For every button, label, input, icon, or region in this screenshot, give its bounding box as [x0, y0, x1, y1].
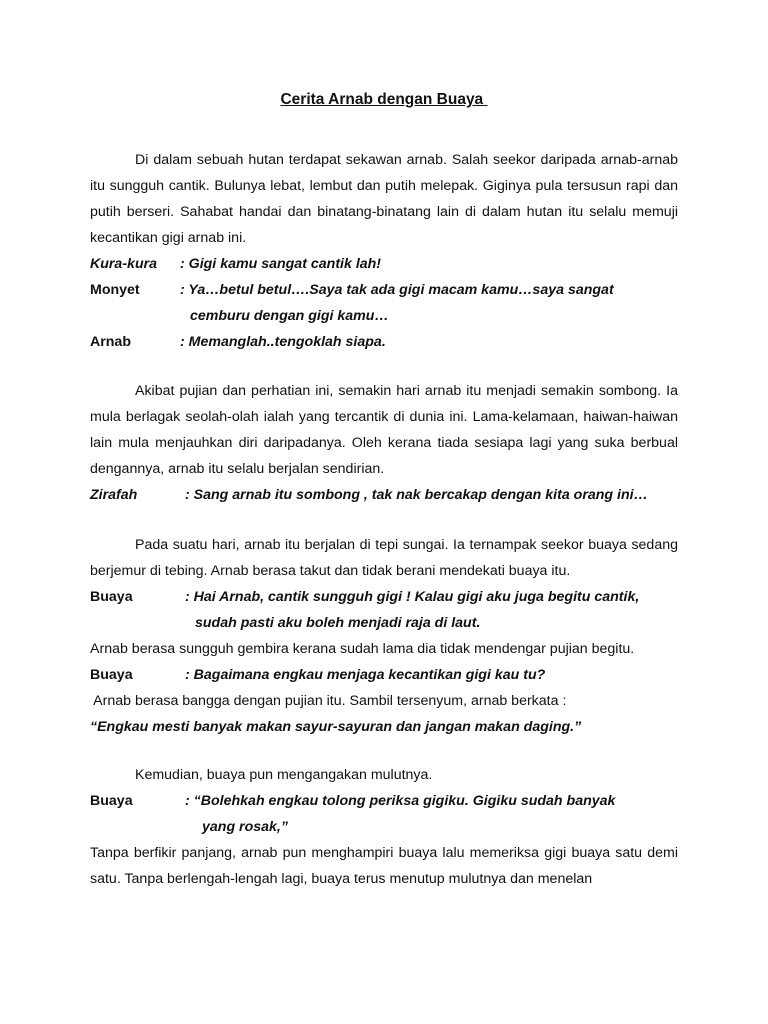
paragraph-ending: Tanpa berfikir panjang, arnab pun menghampiri buaya lalu memeriksa gigi buaya satu demi satu. Tanpa berlengah-lengah lagi, buaya terus menutup mulutnya dan menelan [90, 845, 678, 887]
narration-line: Arnab berasa bangga dengan pujian itu. Sambil tersenyum, arnab berkata : [90, 693, 567, 709]
speech-line: : Bagaimana engkau menjaga kecantikan gigi kau tu? [185, 667, 546, 683]
dialogue-monyet [90, 277, 678, 329]
speaker-label: Buaya [90, 793, 133, 809]
speaker-label: Monyet [90, 282, 140, 298]
speech-line: : Ya…betul betul….Saya tak ada gigi macam kamu…saya sangat [180, 282, 614, 298]
speaker-label: Arnab [90, 334, 131, 350]
speech-line-continued: sudah pasti aku boleh menjadi raja di laut. [195, 615, 481, 631]
dialogue-arnab [90, 329, 678, 355]
speech-line: : Memanglah..tengoklah siapa. [180, 334, 386, 350]
dialogue-kura-kura [90, 251, 678, 277]
speaker-label: Buaya [90, 589, 133, 605]
dialogue-zirafah [90, 482, 678, 508]
speech-line-continued: cemburu dengan gigi kamu… [190, 308, 389, 324]
paragraph-sombong: Akibat pujian dan perhatian ini, semakin hari arnab itu menjadi semakin sombong. Ia mula berlagak seolah-olah ialah yang tercantik di dunia ini. Lama-kelamaan, haiwan-haiwan lain mula menjauhkan diri daripadanya. Oleh kerana tiada sesiapa lagi yang suka berbual dengannya, arnab itu selalu berjalan sendirian. [90, 383, 678, 477]
arnab-quote: “Engkau mesti banyak makan sayur-sayuran dan jangan makan daging.” [90, 719, 582, 735]
speech-line: : Gigi kamu sangat cantik lah! [180, 256, 382, 272]
paragraph-sungai: Pada suatu hari, arnab itu berjalan di tepi sungai. Ia ternampak seekor buaya sedang berjemur di tebing. Arnab berasa takut dan tidak berani mendekati buaya itu. [90, 537, 678, 579]
story-title: Cerita Arnab dengan Buaya [280, 91, 488, 108]
dialogue-buaya-2 [90, 662, 678, 688]
speaker-label: Buaya [90, 667, 133, 683]
story-block-1 [90, 147, 678, 355]
narration-line: Arnab berasa sungguh gembira kerana sudah lama dia tidak mendengar pujian begitu. [90, 641, 635, 657]
speaker-label: Kura-kura [90, 256, 158, 272]
paragraph-kemudian: Kemudian, buaya pun mengangakan mulutnya. [135, 767, 433, 783]
story-block-3 [90, 532, 678, 740]
speech-line: : Hai Arnab, cantik sungguh gigi ! Kalau gigi aku juga begitu cantik, [185, 589, 640, 605]
dialogue-buaya-1 [90, 584, 678, 636]
speech-line: : “Bolehkah engkau tolong periksa gigiku. Gigiku sudah banyak [185, 793, 616, 809]
paragraph-intro: Di dalam sebuah hutan terdapat sekawan arnab. Salah seekor daripada arnab-arnab itu sungguh cantik. Bulunya lebat, lembut dan putih melepak. Giginya pula tersusun rapi dan putih berseri. Sahabat handai dan binatang-binatang lain di dalam hutan itu selalu memuji kecantikan gigi arnab ini. [90, 152, 678, 246]
speech-line: : Sang arnab itu sombong , tak nak bercakap dengan kita orang ini… [185, 487, 648, 503]
dialogue-buaya-3 [90, 788, 678, 840]
speaker-label: Zirafah [90, 487, 138, 503]
speech-line-continued: yang rosak,” [202, 819, 288, 835]
story-block-2 [90, 378, 678, 508]
story-block-4 [90, 762, 678, 892]
